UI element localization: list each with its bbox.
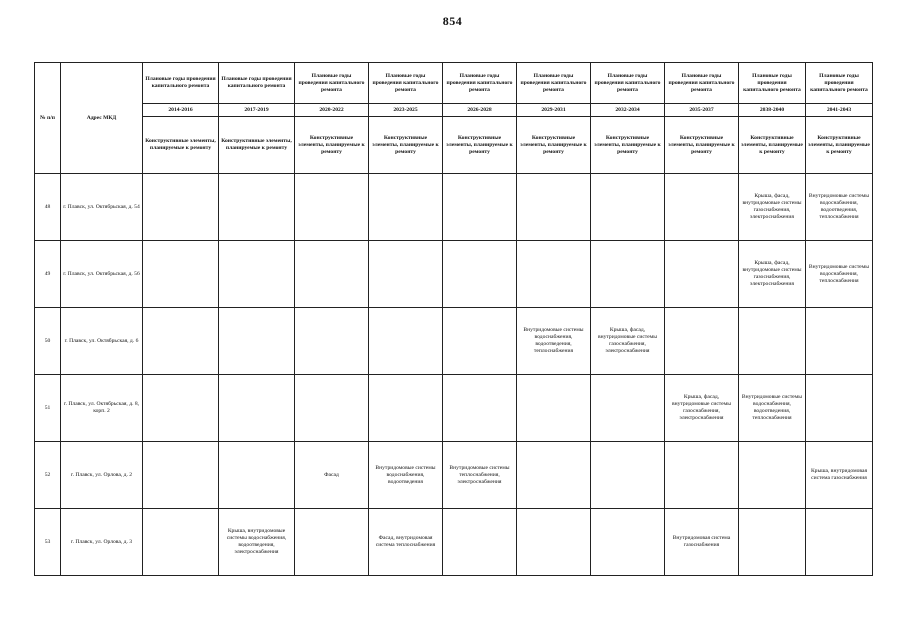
- header-period: 2038-2040: [739, 104, 806, 117]
- table-row: [35, 308, 873, 375]
- page-number: 854: [442, 14, 463, 28]
- repair-cell: [295, 174, 369, 241]
- repair-cell: [443, 442, 517, 509]
- repair-cell: [806, 375, 873, 442]
- repair-cell: [369, 509, 443, 576]
- header-planned-years: Плановые годы проведения капитального ремонта: [219, 63, 295, 104]
- repair-cell: [665, 174, 739, 241]
- repair-cell: [219, 308, 295, 375]
- repair-cell: [143, 375, 219, 442]
- header-elements: Конструктивные элементы, планируемые к ремонту: [295, 117, 369, 174]
- header-period: 2017-2019: [219, 104, 295, 117]
- repair-cell: [517, 241, 591, 308]
- repair-cell: [591, 241, 665, 308]
- table-row: [35, 174, 873, 241]
- repair-cell: [591, 308, 665, 375]
- repair-elements-text: Крыша, фасад, внутридомовые системы газоснабжения, электроснабжения: [671, 394, 732, 421]
- repair-cell: [369, 442, 443, 509]
- repair-elements-text: Внутридомовая система газоснабжения: [672, 535, 731, 548]
- repair-elements-text: Крыша, внутридомовая система газоснабжения: [810, 468, 868, 481]
- header-row-elements: [35, 117, 873, 174]
- header-elements: Конструктивные элементы, планируемые к ремонту: [443, 117, 517, 174]
- header-planned-years: Плановые годы проведения капитального ремонта: [143, 63, 219, 104]
- repair-cell: [665, 442, 739, 509]
- repair-cell: [143, 308, 219, 375]
- repair-cell: [665, 375, 739, 442]
- repair-cell: [219, 174, 295, 241]
- repair-cell: [517, 375, 591, 442]
- repair-cell: [295, 241, 369, 308]
- header-elements: Конструктивные элементы, планируемые к ремонту: [517, 117, 591, 174]
- repair-cell: [806, 442, 873, 509]
- repair-cell: [369, 308, 443, 375]
- row-address: г. Плавск, ул. Орлова, д. 3: [61, 509, 143, 576]
- table-row: [35, 509, 873, 576]
- repair-cell: [219, 442, 295, 509]
- repair-cell: [739, 375, 806, 442]
- row-address: г. Плавск, ул. Октябрьская, д. 8, корп. 2: [61, 375, 143, 442]
- repair-cell: [219, 241, 295, 308]
- repair-cell: [143, 241, 219, 308]
- repair-elements-text: Внутридомовые системы водоснабжения, водоотведения: [375, 464, 436, 485]
- repair-cell: [443, 375, 517, 442]
- repair-cell: [591, 174, 665, 241]
- header-period: 2014-2016: [143, 104, 219, 117]
- repair-cell: [806, 241, 873, 308]
- repair-cell: [295, 442, 369, 509]
- repair-cell: [295, 308, 369, 375]
- repair-cell: [219, 509, 295, 576]
- repair-cell: [369, 375, 443, 442]
- header-elements: Конструктивные элементы, планируемые к ремонту: [143, 117, 219, 174]
- row-address: г. Плавск, ул. Октябрьская, д. 54: [61, 174, 143, 241]
- repair-elements-text: Крыша, внутридомовые системы водоснабжения, водоотведения, электроснабжения: [226, 528, 287, 555]
- header-elements: Конструктивные элементы, планируемые к ремонту: [591, 117, 665, 174]
- repair-elements-text: Внутридомовые системы водоснабжения, водоотведения, теплоснабжения: [523, 327, 584, 354]
- repair-cell: [806, 509, 873, 576]
- repair-cell: [591, 375, 665, 442]
- repair-cell: [665, 308, 739, 375]
- repair-cell: [517, 174, 591, 241]
- header-elements: Конструктивные элементы, планируемые к ремонту: [665, 117, 739, 174]
- header-elements: Конструктивные элементы, планируемые к ремонту: [219, 117, 295, 174]
- header-period: 2026-2028: [443, 104, 517, 117]
- row-number: 50: [35, 308, 61, 375]
- repair-cell: [517, 442, 591, 509]
- repair-elements-text: Внутридомовые системы водоснабжения, водоотведения, теплоснабжения: [741, 394, 803, 421]
- header-planned-years: Плановые годы проведения капитального ремонта: [517, 63, 591, 104]
- repair-cell: [665, 509, 739, 576]
- repair-cell: [295, 509, 369, 576]
- row-number: 49: [35, 241, 61, 308]
- repair-elements-text: Фасад: [324, 471, 339, 478]
- repair-elements-text: Внутридомовые системы водоснабжения, водоотведения, теплоснабжения: [808, 193, 870, 220]
- repair-cell: [739, 174, 806, 241]
- header-planned-years: Плановые годы проведения капитального ремонта: [591, 63, 665, 104]
- header-row-periods: [35, 104, 873, 117]
- row-address: г. Плавск, ул. Орлова, д. 2: [61, 442, 143, 509]
- repair-elements-text: Крыша, фасад, внутридомовые системы газоснабжения, электроснабжения: [597, 327, 658, 354]
- repair-elements-text: Внутридомовые системы водоснабжения, теплоснабжения: [808, 263, 870, 284]
- row-number: 53: [35, 509, 61, 576]
- header-planned-years: Плановые годы проведения капитального ремонта: [665, 63, 739, 104]
- repair-cell: [143, 174, 219, 241]
- header-planned-years: Плановые годы проведения капитального ремонта: [739, 63, 806, 104]
- repair-cell: [665, 241, 739, 308]
- header-period: 2023-2025: [369, 104, 443, 117]
- repair-cell: [591, 509, 665, 576]
- header-elements: Конструктивные элементы, планируемые к ремонту: [739, 117, 806, 174]
- header-period: 2029-2031: [517, 104, 591, 117]
- repair-cell: [143, 442, 219, 509]
- repair-cell: [806, 174, 873, 241]
- row-number: 51: [35, 375, 61, 442]
- repair-cell: [295, 375, 369, 442]
- header-period: 2041-2043: [806, 104, 873, 117]
- repair-cell: [739, 308, 806, 375]
- repair-elements-text: Крыша, фасад, внутридомовые системы газоснабжения, электроснабжения: [742, 193, 802, 220]
- repair-cell: [369, 241, 443, 308]
- repair-cell: [739, 241, 806, 308]
- repair-cell: [369, 174, 443, 241]
- row-number: 48: [35, 174, 61, 241]
- repair-elements-text: Внутридомовые системы теплоснабжения, электроснабжения: [449, 464, 510, 485]
- header-elements: Конструктивные элементы, планируемые к ремонту: [806, 117, 873, 174]
- header-num: № п/п: [35, 63, 61, 174]
- capital-repair-plan-table: [34, 62, 873, 576]
- repair-elements-text: Крыша, фасад, внутридомовые системы газоснабжения, электроснабжения: [742, 260, 802, 287]
- header-elements: Конструктивные элементы, планируемые к ремонту: [369, 117, 443, 174]
- table-row: [35, 375, 873, 442]
- header-planned-years: Плановые годы проведения капитального ремонта: [369, 63, 443, 104]
- repair-cell: [739, 442, 806, 509]
- repair-cell: [443, 174, 517, 241]
- row-address: г. Плавск, ул. Октябрьская, д. 6: [61, 308, 143, 375]
- repair-cell: [591, 442, 665, 509]
- repair-cell: [739, 509, 806, 576]
- header-planned-years: Плановые годы проведения капитального ремонта: [443, 63, 517, 104]
- repair-cell: [443, 509, 517, 576]
- header-period: 2020-2022: [295, 104, 369, 117]
- repair-cell: [443, 241, 517, 308]
- repair-cell: [517, 509, 591, 576]
- repair-cell: [806, 308, 873, 375]
- repair-cell: [517, 308, 591, 375]
- repair-elements-text: Фасад, внутридомовая система теплоснабжения: [375, 535, 436, 548]
- header-address: Адрес МКД: [61, 63, 143, 174]
- table-row: [35, 442, 873, 509]
- row-address: г. Плавск, ул. Октябрьская, д. 56: [61, 241, 143, 308]
- table-row: [35, 241, 873, 308]
- header-planned-years: Плановые годы проведения капитального ремонта: [295, 63, 369, 104]
- header-period: 2032-2034: [591, 104, 665, 117]
- repair-cell: [143, 509, 219, 576]
- repair-cell: [443, 308, 517, 375]
- header-planned-years: Плановые годы проведения капитального ремонта: [806, 63, 873, 104]
- repair-cell: [219, 375, 295, 442]
- header-row-planned: [35, 63, 873, 104]
- header-period: 2035-2037: [665, 104, 739, 117]
- row-number: 52: [35, 442, 61, 509]
